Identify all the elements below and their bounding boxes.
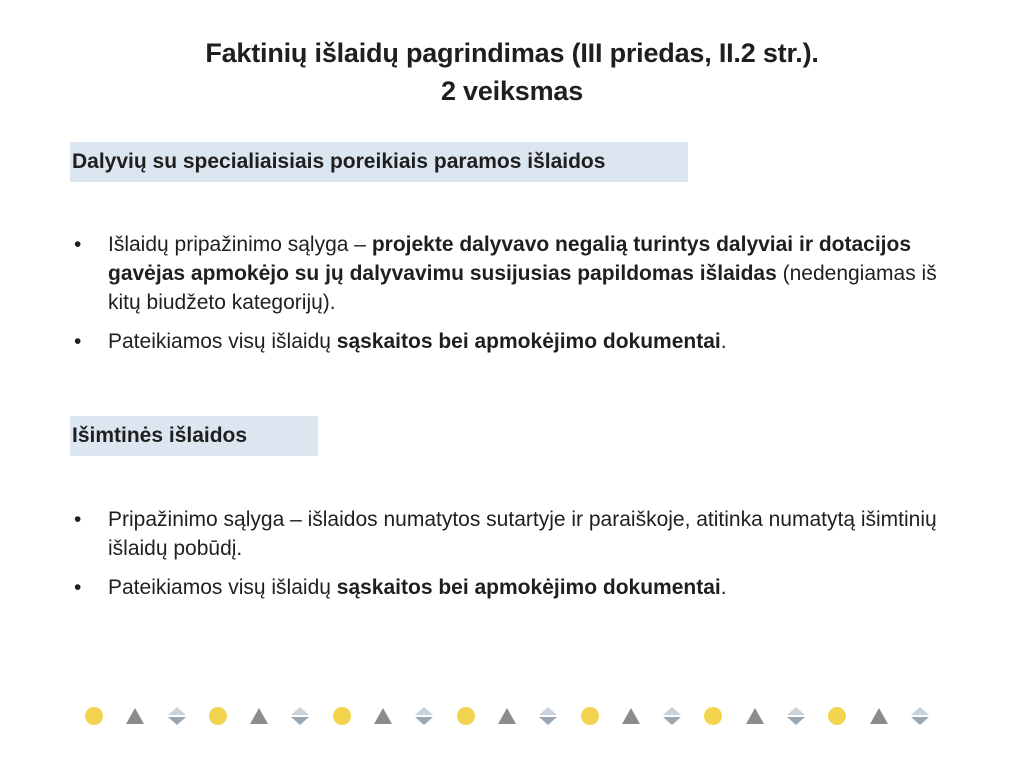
gray-triangle-icon (497, 706, 517, 726)
gray-triangle-icon (373, 706, 393, 726)
list-item (70, 327, 970, 356)
split-diamond-icon (538, 706, 558, 726)
bullet-bold-text: projekte dalyvavo negalią turintys dalyviai ir dotacijos gavėjas apmokėjo su jų dalyvavimu susijusias papildomas išlaidas (108, 233, 912, 285)
yellow-circle-icon (580, 706, 600, 726)
bullet-icon: • (74, 576, 82, 599)
bullet-text: Pateikiamos visų išlaidų (108, 576, 337, 599)
list-item (70, 505, 970, 563)
yellow-circle-icon (84, 706, 104, 726)
section-heading-exceptional-costs: Išimtinės išlaidos (70, 416, 318, 456)
section-heading-participants-support: Dalyvių su specialiaisiais poreikiais paramos išlaidos (70, 142, 688, 182)
gray-triangle-icon (869, 706, 889, 726)
bullet-text: Pateikiamos visų išlaidų (108, 330, 337, 353)
bullet-icon: • (74, 330, 82, 353)
gray-triangle-icon (125, 706, 145, 726)
section-1-bullet-list (70, 230, 970, 366)
split-diamond-icon (910, 706, 930, 726)
bullet-text: Išlaidų pripažinimo sąlyga – (108, 233, 372, 256)
split-diamond-icon (167, 706, 187, 726)
gray-triangle-icon (249, 706, 269, 726)
yellow-circle-icon (703, 706, 723, 726)
bullet-icon: • (74, 233, 82, 256)
list-item (70, 230, 970, 317)
bullet-text: Pripažinimo sąlyga – išlaidos numatytos sutartyje ir paraiškoje, atitinka numatytą išimtinių išlaidų pobūdį. (108, 508, 937, 560)
section-2-bullet-list (70, 505, 970, 612)
split-diamond-icon (414, 706, 434, 726)
slide-title (80, 34, 944, 110)
split-diamond-icon (786, 706, 806, 726)
decorative-footer-pattern (84, 706, 951, 726)
bullet-text: . (720, 576, 727, 599)
bullet-bold-text: sąskaitos bei apmokėjimo dokumentai (336, 330, 721, 353)
yellow-circle-icon (456, 706, 476, 726)
bullet-bold-text: sąskaitos bei apmokėjimo dokumentai (336, 576, 721, 599)
yellow-circle-icon (332, 706, 352, 726)
list-item (70, 573, 970, 602)
split-diamond-icon (290, 706, 310, 726)
gray-triangle-icon (621, 706, 641, 726)
slide-title-line-1: Faktinių išlaidų pagrindimas (III priedas, II.2 str.). (205, 38, 819, 68)
yellow-circle-icon (208, 706, 228, 726)
bullet-text: (nedengiamas iš kitų biudžeto kategorijų). (108, 262, 937, 314)
slide-title-line-2: 2 veiksmas (440, 76, 584, 106)
bullet-icon: • (74, 508, 82, 531)
split-diamond-icon (662, 706, 682, 726)
bullet-text: . (720, 330, 727, 353)
yellow-circle-icon (827, 706, 847, 726)
gray-triangle-icon (745, 706, 765, 726)
